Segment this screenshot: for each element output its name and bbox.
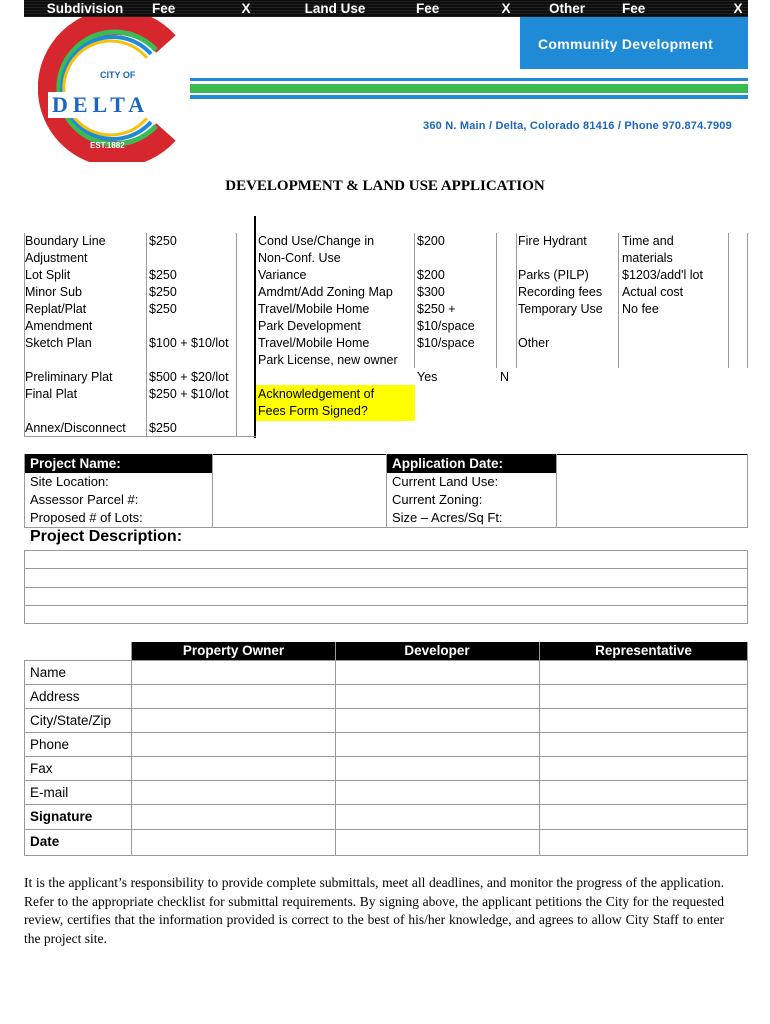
grid-line xyxy=(496,233,497,368)
land-use-fee: $300 xyxy=(417,285,445,299)
land-use-fee: $200 xyxy=(417,268,445,282)
other-x-header: X xyxy=(728,0,748,17)
assessor-parcel-label: Assessor Parcel #: xyxy=(30,492,139,507)
row-label-name: Name xyxy=(30,665,67,680)
current-land-use-input[interactable] xyxy=(556,473,748,491)
row-label-date: Date xyxy=(30,834,60,849)
subdivision-header: Subdivision xyxy=(24,0,146,17)
proposed-lots-input[interactable] xyxy=(212,509,386,527)
developer-fields[interactable] xyxy=(335,660,539,856)
other-line: Parks (PILP) xyxy=(518,268,589,282)
other-fee: Actual cost xyxy=(622,285,684,299)
current-zoning-label: Current Zoning: xyxy=(392,492,483,507)
row-label-fax: Fax xyxy=(30,761,53,776)
department-title: Community Development xyxy=(538,36,714,52)
land-use-line: Amdmt/Add Zoning Map xyxy=(258,285,393,299)
land-use-fee: $10/space xyxy=(417,319,475,333)
property-owner-fields[interactable] xyxy=(132,660,335,856)
header-stripe-blue xyxy=(190,78,748,81)
subdivision-fee-header: Fee xyxy=(146,0,236,17)
subdivision-line: Amendment xyxy=(25,319,93,333)
grid-line xyxy=(335,642,336,856)
subdivision-fee: $250 xyxy=(149,285,177,299)
department-address: 360 N. Main / Delta, Colorado 81416 / Phone 970.874.7909 xyxy=(423,120,732,132)
other-fee: $1203/add'l lot xyxy=(622,268,703,282)
subdivision-line: Replat/Plat xyxy=(25,302,87,316)
grid-line xyxy=(24,587,748,588)
other-fee: Time and xyxy=(622,234,674,248)
developer-header: Developer xyxy=(335,642,539,660)
logo-name: DELTA xyxy=(52,92,150,117)
land-use-fee-header: Fee xyxy=(414,0,496,17)
grid-line xyxy=(24,684,748,685)
subdivision-line: Lot Split xyxy=(25,268,71,282)
land-use-fee: $10/space xyxy=(417,336,475,350)
subdivision-line: Preliminary Plat xyxy=(25,370,113,384)
row-label-signature: Signature xyxy=(30,809,93,824)
row-label-city: City/State/Zip xyxy=(30,713,112,728)
grid-line xyxy=(24,550,25,624)
row-label-email: E-mail xyxy=(30,785,69,800)
grid-line xyxy=(24,804,748,805)
project-name-label: Project Name: xyxy=(24,455,212,473)
logo-city-of: CITY OF xyxy=(100,70,136,80)
current-zoning-input[interactable] xyxy=(556,491,748,509)
grid-line xyxy=(24,732,748,733)
subdivision-line: Annex/Disconnect xyxy=(25,421,126,435)
subdivision-line: Sketch Plan xyxy=(25,336,92,350)
proposed-lots-label: Proposed # of Lots: xyxy=(30,510,143,525)
grid-line xyxy=(24,756,748,757)
grid-line xyxy=(24,855,748,856)
grid-line xyxy=(24,829,748,830)
subdivision-fee: $100 + $10/lot xyxy=(149,336,229,350)
other-line: Temporary Use xyxy=(518,302,603,316)
application-date-input[interactable] xyxy=(556,455,748,473)
land-use-line: Travel/Mobile Home xyxy=(258,336,370,350)
site-location-input[interactable] xyxy=(212,473,386,491)
site-location-label: Site Location: xyxy=(30,474,109,489)
other-line: Fire Hydrant xyxy=(518,234,587,248)
land-use-line: Variance xyxy=(258,268,307,282)
grid-line xyxy=(24,708,748,709)
other-header: Other xyxy=(516,0,618,17)
grid-line xyxy=(212,454,213,528)
grid-line xyxy=(24,550,748,551)
other-fee: materials xyxy=(622,251,673,265)
land-use-line: Cond Use/Change in xyxy=(258,234,375,248)
representative-fields[interactable] xyxy=(539,660,748,856)
grid-line xyxy=(414,233,415,368)
disclaimer-text: It is the applicant’s responsibility to provide complete submittals, meet all deadlines, and monitor the progress of the application. Refer to the appropriate checklist for submittal requirements. By signing above, the applicant petitions the City for the requested review, certifies that the information provided is correct to the best of his/her knowledge, and agrees to allow City Staff to enter the project site. xyxy=(24,875,724,946)
acknowledgement-line: Fees Form Signed? xyxy=(258,404,368,418)
grid-line xyxy=(24,780,748,781)
grid-line xyxy=(747,233,748,368)
acknowledgement-no[interactable]: N xyxy=(500,370,510,384)
grid-line xyxy=(618,233,619,368)
land-use-header: Land Use xyxy=(256,0,414,17)
size-acres-label: Size – Acres/Sq Ft: xyxy=(392,510,503,525)
current-land-use-label: Current Land Use: xyxy=(392,474,499,489)
subdivision-fee: $250 xyxy=(149,268,177,282)
land-use-x-header: X xyxy=(496,0,516,17)
other-fee-header: Fee xyxy=(618,0,728,17)
subdivision-fee: $250 xyxy=(149,234,177,248)
subdivision-fee: $500 + $20/lot xyxy=(149,370,229,384)
application-date-label: Application Date: xyxy=(386,455,556,473)
grid-line xyxy=(728,233,729,368)
header-stripe-green xyxy=(190,84,748,93)
grid-line xyxy=(386,454,387,528)
acknowledgement-yes[interactable]: Yes xyxy=(417,370,438,384)
city-of-delta-logo xyxy=(38,14,178,162)
grid-line xyxy=(24,605,748,606)
grid-line xyxy=(516,233,517,368)
subdivision-line: Minor Sub xyxy=(25,285,82,299)
representative-header: Representative xyxy=(539,642,748,660)
size-acres-input[interactable] xyxy=(556,509,748,527)
other-line: Other xyxy=(518,336,550,350)
logo-est: EST.1882 xyxy=(90,141,125,150)
grid-line xyxy=(236,233,237,437)
grid-line xyxy=(556,454,557,528)
subdivision-line: Boundary Line xyxy=(25,234,106,248)
other-fee: No fee xyxy=(622,302,659,316)
grid-line xyxy=(146,233,147,437)
grid-line xyxy=(131,642,132,856)
grid-line xyxy=(24,623,748,624)
property-owner-header: Property Owner xyxy=(132,642,335,660)
row-label-phone: Phone xyxy=(30,737,70,752)
land-use-fee: $200 xyxy=(417,234,445,248)
row-label-address: Address xyxy=(30,689,80,704)
subdivision-fee: $250 xyxy=(149,302,177,316)
subdivision-x-header: X xyxy=(236,0,256,17)
header-stripe-blue-lower xyxy=(190,95,748,99)
subdivision-fee: $250 + $10/lot xyxy=(149,387,229,401)
subdivision-line: Final Plat xyxy=(25,387,78,401)
land-use-line: Travel/Mobile Home xyxy=(258,302,370,316)
grid-line xyxy=(24,660,748,661)
subdivision-line: Adjustment xyxy=(25,251,88,265)
project-description-label: Project Description: xyxy=(30,528,183,545)
form-title: DEVELOPMENT & LAND USE APPLICATION xyxy=(225,178,545,194)
grid-line xyxy=(539,642,540,856)
grid-line xyxy=(747,454,748,528)
grid-line xyxy=(24,454,25,528)
other-line: Recording fees xyxy=(518,285,603,299)
grid-line xyxy=(24,660,25,856)
assessor-parcel-input[interactable] xyxy=(212,491,386,509)
land-use-line: Non-Conf. Use xyxy=(258,251,341,265)
grid-line xyxy=(747,642,748,856)
project-name-input[interactable] xyxy=(212,455,386,473)
land-use-line: Park Development xyxy=(258,319,361,333)
land-use-line: Park License, new owner xyxy=(258,353,398,367)
grid-line xyxy=(24,568,748,569)
subdivision-fee: $250 xyxy=(149,421,177,435)
land-use-fee: $250 + xyxy=(417,302,456,316)
grid-line xyxy=(747,550,748,624)
acknowledgement-line: Acknowledgement of xyxy=(258,387,375,401)
